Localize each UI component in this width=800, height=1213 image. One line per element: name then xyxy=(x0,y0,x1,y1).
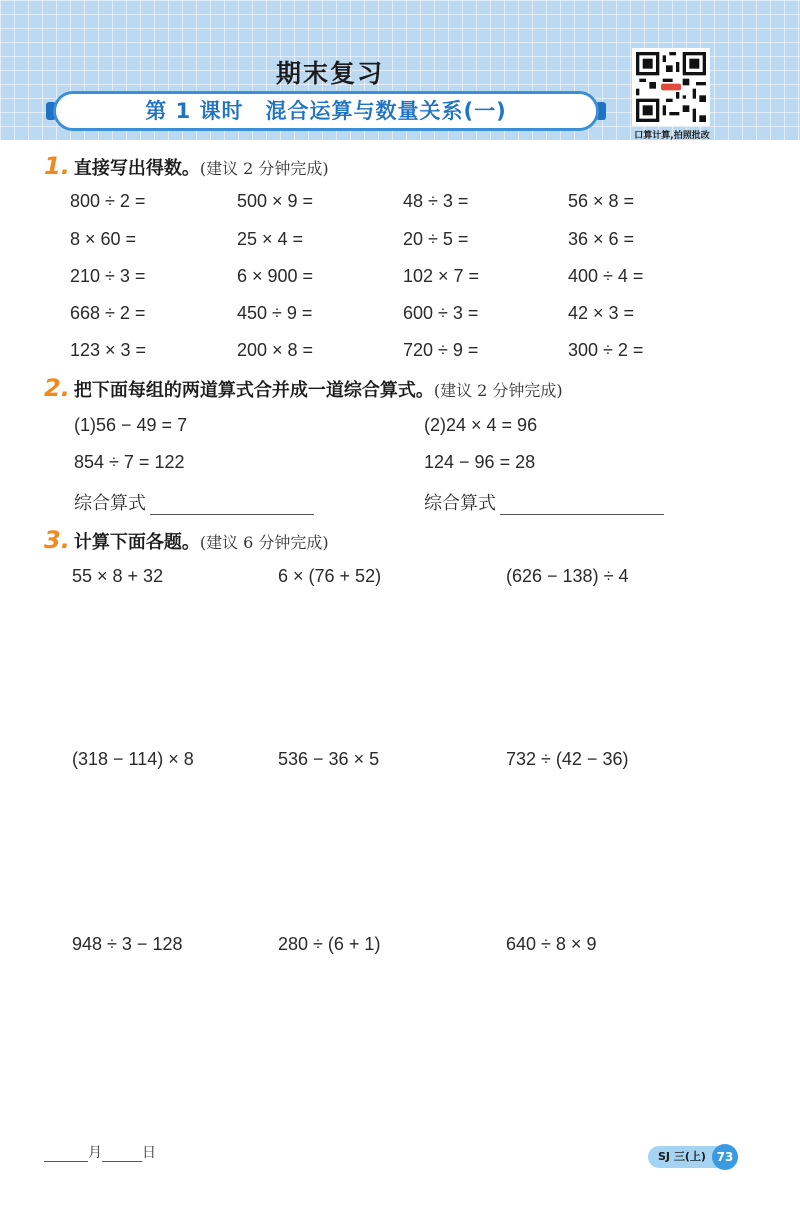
section-2-number: 2. xyxy=(44,374,70,402)
group-1-equation-1: (1)56 − 49 = 7 xyxy=(74,415,188,435)
section-2-heading: 把下面每组的两道算式合并成一道综合算式。 xyxy=(73,380,434,401)
section-1-heading: 直接写出得数。 xyxy=(73,158,200,179)
calc-problem: 536 − 36 × 5 xyxy=(278,749,380,769)
subtitle-bar-right-cap xyxy=(596,102,606,120)
calc-problem: 55 × 8 + 32 xyxy=(72,566,164,586)
calc-problem: 732 ÷ (42 − 36) xyxy=(506,749,629,769)
oral-problem: 450 ÷ 9 = xyxy=(237,303,313,323)
section-2-hint: (建议 2 分钟完成) xyxy=(433,381,563,400)
group-2-equation-1: (2)24 × 4 = 96 xyxy=(424,415,538,435)
month-blank[interactable] xyxy=(44,1146,88,1162)
oral-problem: 500 × 9 = xyxy=(237,191,314,211)
day-blank[interactable] xyxy=(102,1146,142,1162)
oral-problem: 20 ÷ 5 = xyxy=(403,229,469,249)
lesson-subtitle: 第 1 课时 混合运算与数量关系(一) xyxy=(56,94,596,128)
page-title: 期末复习 xyxy=(275,59,384,88)
oral-problem: 300 ÷ 2 = xyxy=(568,340,644,360)
oral-problem: 56 × 8 = xyxy=(568,191,635,211)
oral-problem: 400 ÷ 4 = xyxy=(568,266,644,286)
oral-problem: 668 ÷ 2 = xyxy=(70,303,146,323)
qr-code-icon xyxy=(636,52,706,122)
edition-badge: SJ 三(上) xyxy=(648,1146,734,1168)
oral-problem: 800 ÷ 2 = xyxy=(70,191,146,211)
group-1-answer xyxy=(74,489,314,515)
oral-problem: 123 × 3 = xyxy=(70,340,147,360)
section-1-hint: (建议 2 分钟完成) xyxy=(199,159,329,178)
oral-problem: 25 × 4 = xyxy=(237,229,304,249)
calc-problem: 948 ÷ 3 − 128 xyxy=(72,934,183,954)
oral-problem: 102 × 7 = xyxy=(403,266,480,286)
qr-caption: 口算计算,拍照批改 xyxy=(634,131,710,141)
section-3-heading: 计算下面各题。 xyxy=(73,532,200,553)
oral-problem: 210 ÷ 3 = xyxy=(70,266,146,286)
section-1-number: 1. xyxy=(44,152,70,180)
subtitle-bar-left-cap xyxy=(46,102,56,120)
calc-problem: 6 × (76 + 52) xyxy=(278,566,382,586)
oral-problem: 600 ÷ 3 = xyxy=(403,303,479,323)
group-2-equation-2: 124 − 96 = 28 xyxy=(424,452,536,472)
date-fill-in xyxy=(44,1142,156,1162)
answer-blank-2[interactable] xyxy=(500,495,664,515)
section-1-title xyxy=(44,152,329,180)
oral-problem: 200 × 8 = xyxy=(237,340,314,360)
oral-problem: 42 × 3 = xyxy=(568,303,635,323)
oral-problem: 36 × 6 = xyxy=(568,229,635,249)
oral-problem: 720 ÷ 9 = xyxy=(403,340,479,360)
qr-code[interactable] xyxy=(632,48,710,126)
day-label: 日 xyxy=(142,1145,156,1161)
calc-problem: (318 − 114) × 8 xyxy=(72,749,194,769)
group-1-equation-2: 854 ÷ 7 = 122 xyxy=(74,452,185,472)
month-label: 月 xyxy=(88,1145,102,1161)
group-2-answer xyxy=(424,489,664,515)
section-2-title xyxy=(44,374,563,402)
calc-problem: 640 ÷ 8 × 9 xyxy=(506,934,597,954)
combined-expression-label: 综合算式 xyxy=(424,493,496,513)
section-3-hint: (建议 6 分钟完成) xyxy=(199,533,329,552)
combined-expression-label: 综合算式 xyxy=(74,493,146,513)
section-3-title xyxy=(44,526,329,554)
calc-problem: 280 ÷ (6 + 1) xyxy=(278,934,381,954)
oral-problem: 6 × 900 = xyxy=(237,266,314,286)
oral-problem: 8 × 60 = xyxy=(70,229,137,249)
page-number: 73 xyxy=(712,1144,738,1170)
oral-problem: 48 ÷ 3 = xyxy=(403,191,469,211)
calc-problem: (626 − 138) ÷ 4 xyxy=(506,566,629,586)
section-3-number: 3. xyxy=(44,526,70,554)
answer-blank-1[interactable] xyxy=(150,495,314,515)
